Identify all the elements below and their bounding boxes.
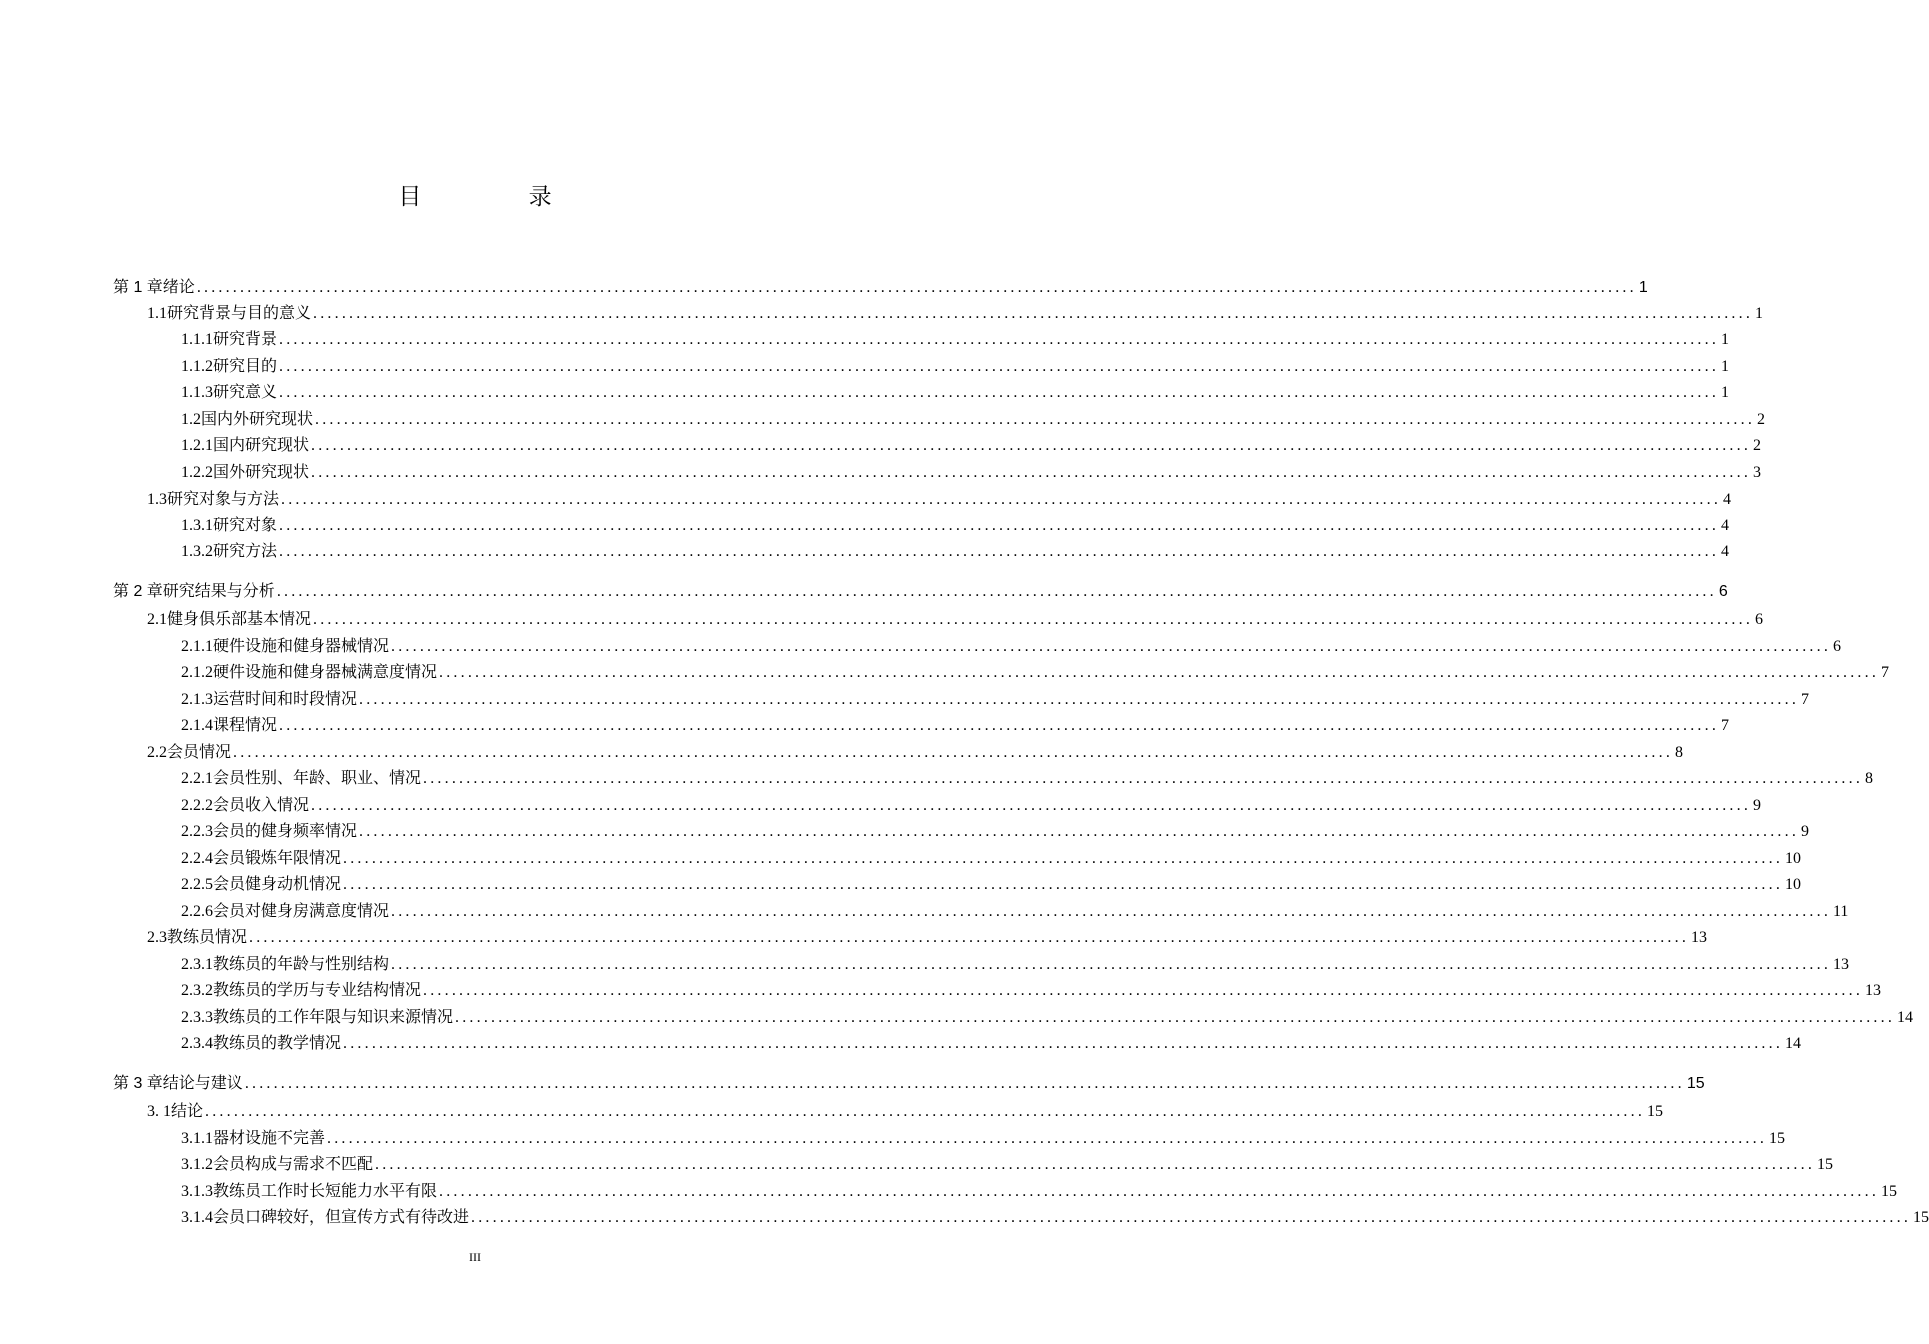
toc-entry-page: 6	[1755, 611, 1764, 628]
toc-entry-number: 2.2.6	[181, 903, 213, 920]
toc-entry-number: 2.1.4	[181, 717, 213, 734]
toc-entry-page: 9	[1753, 797, 1762, 814]
toc-entry-title: 结论与建议	[162, 1073, 243, 1092]
toc-entry-number: 2.3.1	[181, 956, 213, 973]
toc-leader-dots: ........................................................................................................................................................................................................	[276, 583, 1717, 600]
toc-entry-page: 6	[1718, 583, 1728, 600]
toc-entry-number: 2.2.5	[181, 876, 213, 893]
toc-entry-number: 第 3 章	[113, 1075, 163, 1092]
toc-entry-title: 教练员的工作年限与知识来源情况	[213, 1007, 454, 1026]
toc-leader-dots: ........................................................................................................................................................................................................	[281, 491, 1722, 508]
toc-entry[interactable]	[181, 792, 1762, 818]
toc-entry[interactable]	[181, 379, 1730, 405]
toc-entry[interactable]	[181, 1004, 1914, 1030]
toc-entry-page: 15	[1686, 1075, 1705, 1092]
toc-entry-number: 1.2.2	[181, 464, 213, 481]
toc-entry-number: 3.1.1	[181, 1130, 213, 1147]
toc-entry-number: 2.1	[147, 611, 167, 628]
toc-entry-title: 研究对象	[213, 515, 278, 534]
toc-entry-title: 结论	[171, 1101, 204, 1120]
toc-entry-number: 1.2.1	[181, 437, 213, 454]
toc-entry[interactable]	[181, 686, 1810, 712]
toc-entry[interactable]	[181, 951, 1850, 977]
toc-entry-title: 会员情况	[167, 742, 232, 761]
toc-entry-title: 教练员工作时长短能力水平有限	[213, 1181, 438, 1200]
toc-entry-title: 会员收入情况	[213, 795, 310, 814]
toc-entry-title: 课程情况	[213, 715, 278, 734]
toc-entry-title: 会员健身动机情况	[213, 874, 342, 893]
toc-entry-page: 7	[1721, 717, 1730, 734]
toc-leader-dots: ........................................................................................................................................................................................................	[423, 770, 1864, 787]
toc-entry[interactable]	[181, 538, 1730, 564]
toc-entry-title: 会员锻炼年限情况	[213, 848, 342, 867]
toc-entry-page: 10	[1785, 876, 1802, 893]
toc-entry-number: 2.2.1	[181, 770, 213, 787]
toc-entry[interactable]	[181, 512, 1730, 538]
toc-entry[interactable]	[181, 871, 1802, 897]
toc-entry-number: 第 2 章	[113, 583, 163, 600]
toc-entry-number: 2.3.4	[181, 1035, 213, 1052]
toc-entry-page: 8	[1675, 744, 1684, 761]
toc-entry[interactable]	[181, 818, 1810, 844]
toc-leader-dots: ........................................................................................................................................................................................................	[343, 876, 1784, 893]
toc-leader-dots: ........................................................................................................................................................................................................	[279, 717, 1720, 734]
toc-leader-dots: ........................................................................................................................................................................................................	[279, 517, 1720, 534]
toc-entry[interactable]	[147, 486, 1732, 512]
toc-entry-number: 3.1.3	[181, 1183, 213, 1200]
toc-entry-title: 会员性别、年龄、职业、情况	[213, 768, 422, 787]
toc-entry[interactable]	[181, 977, 1882, 1003]
toc-leader-dots: ........................................................................................................................................................................................................	[439, 664, 1880, 681]
toc-entry-number: 2.2.3	[181, 823, 213, 840]
toc-entry[interactable]	[181, 1204, 1929, 1230]
toc-entry-number: 2.3	[147, 929, 167, 946]
toc-entry-number: 2.3.2	[181, 982, 213, 999]
toc-entry-page: 4	[1723, 491, 1732, 508]
toc-entry[interactable]	[147, 606, 1764, 632]
toc-entry[interactable]	[181, 1151, 1834, 1177]
toc-entry-page: 9	[1801, 823, 1810, 840]
toc-entry-title: 研究背景与目的意义	[167, 303, 312, 322]
toc-leader-dots: ........................................................................................................................................................................................................	[279, 543, 1720, 560]
toc-entry-number: 1.2	[181, 411, 201, 428]
toc-leader-dots: ........................................................................................................................................................................................................	[343, 1035, 1784, 1052]
toc-entry-title: 国内外研究现状	[201, 409, 314, 428]
toc-chapter-entry[interactable]	[113, 578, 1728, 604]
page-title: 目 录	[398, 184, 602, 210]
toc-entry[interactable]	[181, 406, 1766, 432]
toc-entry-number: 2.2.4	[181, 850, 213, 867]
toc-entry[interactable]	[181, 712, 1730, 738]
toc-entry-number: 1.1.2	[181, 358, 213, 375]
toc-entry-title: 绪论	[162, 277, 195, 296]
toc-entry-number: 1.3.2	[181, 543, 213, 560]
toc-entry-number: 2.3.3	[181, 1009, 213, 1026]
toc-entry-title: 硬件设施和健身器械满意度情况	[213, 662, 438, 681]
toc-leader-dots: ........................................................................................................................................................................................................	[279, 331, 1720, 348]
toc-entry-page: 1	[1755, 305, 1764, 322]
toc-entry-number: 1.3.1	[181, 517, 213, 534]
toc-leader-dots: ........................................................................................................................................................................................................	[205, 1103, 1646, 1120]
toc-entry-title: 研究目的	[213, 356, 278, 375]
toc-leader-dots: ........................................................................................................................................................................................................	[391, 956, 1832, 973]
toc-leader-dots: ........................................................................................................................................................................................................	[455, 1009, 1896, 1026]
toc-leader-dots: ........................................................................................................................................................................................................	[343, 850, 1784, 867]
toc-entry-title: 教练员的学历与专业结构情况	[213, 980, 422, 999]
toc-entry[interactable]	[147, 1098, 1664, 1124]
toc-entry-number: 2.2.2	[181, 797, 213, 814]
toc-entry[interactable]	[181, 659, 1890, 685]
toc-entry-title: 会员对健身房满意度情况	[213, 901, 390, 920]
toc-entry-number: 2.2	[147, 744, 167, 761]
toc-entry-page: 11	[1833, 903, 1849, 920]
toc-entry-page: 1	[1721, 331, 1730, 348]
toc-leader-dots: ........................................................................................................................................................................................................	[279, 384, 1720, 401]
toc-entry-page: 2	[1753, 437, 1762, 454]
toc-entry-page: 13	[1865, 982, 1882, 999]
toc-entry-title: 教练员的教学情况	[213, 1033, 342, 1052]
toc-entry-number: 1.3	[147, 491, 167, 508]
toc-entry-page: 3	[1753, 464, 1762, 481]
toc-leader-dots: ........................................................................................................................................................................................................	[391, 903, 1832, 920]
toc-entry-page: 15	[1881, 1183, 1898, 1200]
toc-entry-number: 3.1.4	[181, 1209, 213, 1226]
toc-entry[interactable]	[181, 898, 1849, 924]
toc-leader-dots: ........................................................................................................................................................................................................	[327, 1130, 1768, 1147]
toc-leader-dots: ........................................................................................................................................................................................................	[359, 823, 1800, 840]
toc-entry[interactable]	[181, 1125, 1786, 1151]
toc-leader-dots: ........................................................................................................................................................................................................	[313, 305, 1754, 322]
toc-entry-number: 3. 1	[147, 1103, 171, 1120]
toc-entry-title: 研究意义	[213, 382, 278, 401]
toc-entry-title: 研究对象与方法	[167, 489, 280, 508]
toc-entry-page: 4	[1721, 543, 1730, 560]
toc-entry-page: 1	[1721, 384, 1730, 401]
toc-entry-title: 教练员情况	[167, 927, 248, 946]
toc-entry-number: 2.1.2	[181, 664, 213, 681]
toc-leader-dots: ........................................................................................................................................................................................................	[359, 691, 1800, 708]
toc-entry-page: 13	[1833, 956, 1850, 973]
toc-leader-dots: ........................................................................................................................................................................................................	[244, 1075, 1685, 1092]
toc-leader-dots: ........................................................................................................................................................................................................	[249, 929, 1690, 946]
toc-entry-page: 10	[1785, 850, 1802, 867]
toc-entry[interactable]	[181, 1030, 1802, 1056]
toc-entry-page: 7	[1801, 691, 1810, 708]
toc-leader-dots: ........................................................................................................................................................................................................	[391, 638, 1832, 655]
toc-entry[interactable]	[147, 739, 1684, 765]
toc-entry-title: 会员口碑较好，但宣传方式有待改进	[213, 1207, 470, 1226]
toc-leader-dots: ........................................................................................................................................................................................................	[311, 797, 1752, 814]
toc-entry-number: 1.1	[147, 305, 167, 322]
toc-entry-page: 13	[1691, 929, 1708, 946]
toc-entry-number: 3.1.2	[181, 1156, 213, 1173]
toc-entry-page: 8	[1865, 770, 1874, 787]
toc-entry-number: 1.1.1	[181, 331, 213, 348]
toc-leader-dots: ........................................................................................................................................................................................................	[311, 437, 1752, 454]
toc-leader-dots: ........................................................................................................................................................................................................	[439, 1183, 1880, 1200]
toc-entry-number: 第 1 章	[113, 279, 163, 296]
toc-entry-page: 15	[1769, 1130, 1786, 1147]
toc-entry-title: 研究背景	[213, 329, 278, 348]
toc-entry[interactable]	[181, 633, 1842, 659]
toc-entry[interactable]	[147, 924, 1708, 950]
toc-entry[interactable]	[181, 845, 1802, 871]
toc-entry-title: 健身俱乐部基本情况	[167, 609, 312, 628]
toc-entry-title: 国外研究现状	[213, 462, 310, 481]
toc-entry-page: 6	[1833, 638, 1842, 655]
toc-entry-page: 15	[1817, 1156, 1834, 1173]
toc-entry[interactable]	[147, 300, 1764, 326]
toc-leader-dots: ........................................................................................................................................................................................................	[311, 464, 1752, 481]
toc-chapter-entry[interactable]	[113, 274, 1648, 300]
toc-entry-page: 1	[1721, 358, 1730, 375]
toc-leader-dots: ........................................................................................................................................................................................................	[471, 1209, 1912, 1226]
toc-leader-dots: ........................................................................................................................................................................................................	[423, 982, 1864, 999]
toc-leader-dots: ........................................................................................................................................................................................................	[233, 744, 1674, 761]
toc-leader-dots: ........................................................................................................................................................................................................	[315, 411, 1756, 428]
toc-entry-title: 教练员的年龄与性别结构	[213, 954, 390, 973]
toc-entry-title: 研究方法	[213, 541, 278, 560]
page-number-footer: III	[469, 1250, 481, 1264]
toc-entry-page: 15	[1913, 1209, 1929, 1226]
toc-entry[interactable]	[181, 765, 1874, 791]
toc-entry-title: 会员构成与需求不匹配	[213, 1154, 374, 1173]
toc-entry-page: 7	[1881, 664, 1890, 681]
toc-entry-title: 会员的健身频率情况	[213, 821, 358, 840]
toc-leader-dots: ........................................................................................................................................................................................................	[196, 279, 1637, 296]
toc-entry[interactable]	[181, 1178, 1898, 1204]
toc-entry-title: 研究结果与分析	[162, 581, 275, 600]
toc-entry-page: 14	[1897, 1009, 1914, 1026]
toc-entry[interactable]	[181, 326, 1730, 352]
toc-leader-dots: ........................................................................................................................................................................................................	[313, 611, 1754, 628]
toc-entry-title: 国内研究现状	[213, 435, 310, 454]
toc-entry-number: 2.1.1	[181, 638, 213, 655]
toc-entry-page: 4	[1721, 517, 1730, 534]
toc-entry-page: 15	[1647, 1103, 1664, 1120]
toc-entry-title: 运营时间和时段情况	[213, 689, 358, 708]
toc-entry-page: 2	[1757, 411, 1766, 428]
toc-entry-title: 器材设施不完善	[213, 1128, 326, 1147]
toc-chapter-entry[interactable]	[113, 1070, 1705, 1096]
toc-entry-title: 硬件设施和健身器械情况	[213, 636, 390, 655]
toc-leader-dots: ........................................................................................................................................................................................................	[375, 1156, 1816, 1173]
toc-entry[interactable]	[181, 353, 1730, 379]
toc-entry[interactable]	[181, 432, 1762, 458]
toc-leader-dots: ........................................................................................................................................................................................................	[279, 358, 1720, 375]
toc-entry-number: 2.1.3	[181, 691, 213, 708]
toc-entry-number: 1.1.3	[181, 384, 213, 401]
toc-entry-page: 14	[1785, 1035, 1802, 1052]
toc-entry[interactable]	[181, 459, 1762, 485]
toc-entry-page: 1	[1638, 279, 1648, 296]
